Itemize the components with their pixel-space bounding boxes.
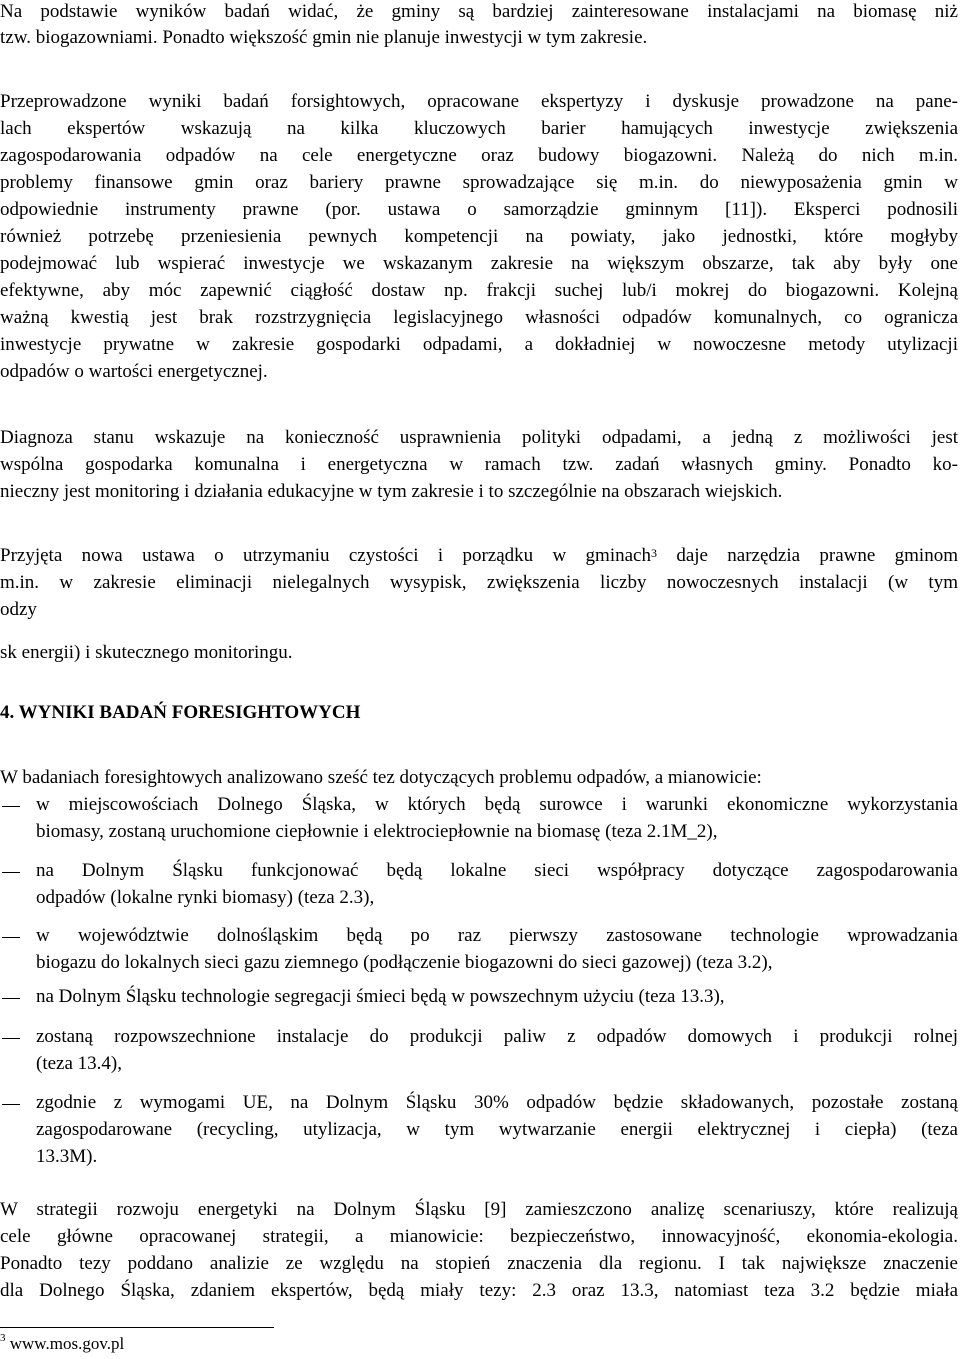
footnote: [0, 1333, 124, 1355]
list-item-line: biomasy, zostaną uruchomione ciepłownie i elektrociepłownie na biomasę (teza 2.1M_2),: [36, 821, 718, 842]
paragraph-3-line: wspólna gospodarka komunalna i energetyczna w ramach tzw. zadań własnych gminy. Ponadto ko-: [0, 454, 958, 475]
paragraph-4-line: [0, 544, 958, 568]
paragraph-2-line: odpowiednie instrumenty prawne (por. ustawa o samorządzie gminnym [11]). Eksperci podnosili: [0, 199, 958, 220]
paragraph-4-line: m.in. w zakresie eliminacji nielegalnych wysypisk, zwiększenia liczby nowoczesnych instalacji (w tym: [0, 572, 958, 593]
paragraph-2-line: lach ekspertów wskazują na kilka kluczowych barier hamujących inwestycje zwiększenia: [0, 118, 958, 139]
dash-bullet: [2, 806, 20, 807]
paragraph-4-line: odzy: [0, 599, 37, 620]
dash-bullet: [2, 872, 20, 873]
paragraph-5-line: Ponadto tezy poddano analizie ze względu na stopień znaczenia dla regionu. I tak największe znaczenie: [0, 1253, 958, 1274]
list-item-line: (teza 13.4),: [36, 1053, 122, 1074]
list-intro: W badaniach foresightowych analizowano sześć tez dotyczących problemu odpadów, a mianowicie:: [0, 767, 762, 788]
list-item-line: w województwie dolnośląskim będą po raz pierwszy zastosowane technologie wprowadzania: [36, 925, 958, 946]
paragraph-2-line: ważną kwestią jest brak rozstrzygnięcia legislacyjnego własności odpadów komunalnych, co ogranicza: [0, 307, 958, 328]
paragraph-2-line: Przeprowadzone wyniki badań forsightowych, opracowane ekspertyzy i dyskusje prowadzone na pane-: [0, 91, 958, 112]
list-item-line: zagospodarowane (recycling, utylizacja, w tym wytwarzanie energii elektrycznej i ciepła) (teza: [36, 1119, 958, 1140]
list-item-line: zostaną rozpowszechnione instalacje do produkcji paliw z odpadów domowych i produkcji rolnej: [36, 1026, 958, 1047]
paragraph-5-line: dla Dolnego Śląska, zdaniem ekspertów, będą miały tezy: 2.3 oraz 13.3, natomiast teza 3.2 będzie miała: [0, 1280, 958, 1301]
list-item-line: biogazu do lokalnych sieci gazu ziemnego (podłączenie biogazowni do sieci gazowej) (teza 3.2),: [36, 952, 773, 973]
paragraph-2-line: problemy finansowe gmin oraz bariery prawne sprowadzające się m.in. do niewyposażenia gmin w: [0, 172, 958, 193]
paragraph-2-line: zagospodarowania odpadów na cele energetyczne oraz budowy biogazowni. Należą do nich m.in.: [0, 145, 958, 166]
list-item-line: 13.3M).: [36, 1146, 98, 1167]
footnote-link[interactable]: www.mos.gov.pl: [5, 1334, 125, 1353]
dash-bullet: [2, 998, 20, 999]
dash-bullet: [2, 937, 20, 938]
paragraph-2-line: podejmować lub wspierać inwestycje we wskazanym zakresie na większym obszarze, tak aby były one: [0, 253, 958, 274]
footnote-separator: [0, 1327, 274, 1328]
paragraph-4-text: daje narzędzia prawne gminom: [656, 545, 958, 566]
list-item-line: zgodnie z wymogami UE, na Dolnym Śląsku 30% odpadów będzie składowanych, pozostałe zostaną: [36, 1092, 958, 1113]
paragraph-3-line: Diagnoza stanu wskazuje na konieczność usprawnienia polityki odpadami, a jedną z możliwości jest: [0, 427, 958, 448]
paragraph-2-line: inwestycje prywatne w zakresie gospodarki odpadami, a dokładniej w nowoczesne metody utylizacji: [0, 334, 958, 355]
paragraph-2-line: również potrzebę przeniesienia pewnych kompetencji na powiaty, jako jednostki, które mogłyby: [0, 226, 958, 247]
list-item-line: w miejscowościach Dolnego Śląska, w których będą surowce i warunki ekonomiczne wykorzystania: [36, 794, 958, 815]
dash-bullet: [2, 1038, 20, 1039]
paragraph-3-line: nieczny jest monitoring i działania edukacyjne w tym zakresie i to szczególnie na obszarach wiejskich.: [0, 481, 783, 502]
list-item-line: na Dolnym Śląsku funkcjonować będą lokalne sieci współpracy dotyczące zagospodarowania: [36, 860, 958, 881]
section-heading: 4. WYNIKI BADAŃ FORESIGHTOWYCH: [0, 702, 361, 723]
paragraph-5-line: W strategii rozwoju energetyki na Dolnym Śląsku [9] zamieszczono analizę scenariuszy, które realizują: [0, 1199, 958, 1220]
list-item-line: odpadów (lokalne rynki biomasy) (teza 2.3),: [36, 887, 375, 908]
dash-bullet: [2, 1104, 20, 1105]
paragraph-4-line: sk energii) i skutecznego monitoringu.: [0, 642, 293, 663]
paragraph-1-line: tzw. biogazowniami. Ponadto większość gmin nie planuje inwestycji w tym zakresie.: [0, 27, 648, 48]
paragraph-1-line: Na podstawie wyników badań widać, że gminy są bardziej zainteresowane instalacjami na biomasę niż: [0, 1, 958, 22]
list-item-line: na Dolnym Śląsku technologie segregacji śmieci będą w powszechnym użyciu (teza 13.3),: [36, 986, 725, 1007]
paragraph-4-text: Przyjęta nowa ustawa o utrzymaniu czystości i porządku w gminach: [0, 545, 651, 566]
footnote-reference: 3: [650, 546, 657, 560]
paragraph-2-line: efektywne, aby móc zapewnić ciągłość dostaw np. frakcji suchej lub/i mokrej do biogazowni. Kolejną: [0, 280, 958, 301]
paragraph-5-line: cele główne opracowanej strategii, a mianowicie: bezpieczeństwo, innowacyjność, ekonomia-ekologia.: [0, 1226, 958, 1247]
paragraph-2-line: odpadów o wartości energetycznej.: [0, 361, 268, 382]
footnote-mark: 3: [0, 1332, 6, 1344]
